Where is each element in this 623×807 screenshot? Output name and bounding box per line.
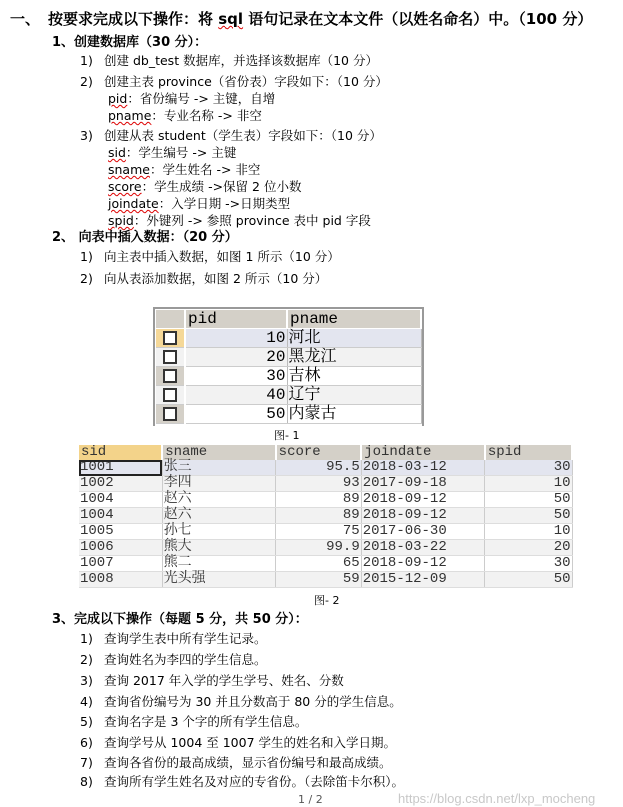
table-row [79,460,572,476]
field-desc: ：学生成绩 ->保留 2 位小数 [141,179,302,194]
sid-cell[interactable]: 1002 [79,476,162,492]
field-desc: ：学生编号 -> 主键 [125,145,237,160]
table-row [79,524,572,540]
sid-cell[interactable]: 1001 [79,460,162,476]
pid-cell[interactable]: 40 [185,386,287,405]
item-number: 1) [80,249,93,264]
row-selector-header [156,310,186,329]
sid-cell[interactable]: 1004 [79,508,162,524]
sname-cell[interactable]: 熊大 [162,540,275,556]
watermark: https://blog.csdn.net/lxp_mocheng [398,791,596,806]
spid-cell[interactable]: 50 [485,508,572,524]
item-text: 创建 db_test 数据库，并选择该数据库（10 分） [104,53,378,68]
item-text: 向从表添加数据，如图 2 所示（10 分） [104,271,328,286]
item-text: 查询姓名为李四的学生信息。 [104,652,267,667]
score-cell[interactable]: 65 [276,556,362,572]
joindate-cell[interactable]: 2018-03-12 [361,460,485,476]
item-text: 查询 2017 年入学的学生学号、姓名、分数 [104,673,344,688]
column-header[interactable]: sname [162,445,275,460]
item-number: 4) [80,694,93,709]
field-line [108,214,371,228]
sname-cell[interactable]: 李四 [162,476,275,492]
column-header[interactable]: spid [485,445,572,460]
title-prefix: 一、 [10,10,41,28]
score-cell[interactable]: 93 [276,476,362,492]
sname-cell[interactable]: 光头强 [162,572,275,588]
row-selector[interactable] [156,405,186,424]
field-line [108,197,290,211]
checkbox-icon [163,331,177,345]
score-cell[interactable]: 95.5 [276,460,362,476]
field-name: spid [108,213,134,228]
item-number: 1) [80,53,93,68]
spid-cell[interactable]: 30 [485,460,572,476]
item-text: 查询各省份的最高成绩，显示省份编号和最高成绩。 [104,755,392,770]
student-table-figure [79,445,573,590]
table-row [156,348,422,367]
field-line [108,146,236,160]
item-text: 查询学号从 1004 至 1007 学生的姓名和入学日期。 [104,735,397,750]
row-selector[interactable] [156,386,186,405]
field-line [108,92,275,106]
sname-cell[interactable]: 张三 [162,460,275,476]
checkbox-icon [163,369,177,383]
item-text: 查询所有学生姓名及对应的专省份。（去除笛卡尔积）。 [104,774,405,789]
pname-cell[interactable]: 黑龙江 [287,348,421,367]
field-line [108,163,260,177]
row-selector[interactable] [156,329,186,348]
spid-cell[interactable]: 20 [485,540,572,556]
table-row [156,386,422,405]
sname-cell[interactable]: 熊二 [162,556,275,572]
table-row [156,405,422,424]
spid-cell[interactable]: 10 [485,524,572,540]
score-cell[interactable]: 59 [276,572,362,588]
title-text-end: 语句记录在文本文件（以姓名命名）中。（100 分） [243,10,593,28]
item-number: 2) [80,271,93,286]
table-row [79,508,572,524]
field-name: joindate [108,196,159,211]
joindate-cell[interactable]: 2018-09-12 [361,508,485,524]
item-number: 5) [80,714,93,729]
field-desc: ：入学日期 ->日期类型 [158,196,291,211]
item-text: 查询名字是 3 个字的所有学生信息。 [104,714,308,729]
checkbox-icon [163,388,177,402]
column-header[interactable]: sid [79,445,162,460]
pname-cell[interactable]: 辽宁 [287,386,421,405]
spid-cell[interactable]: 30 [485,556,572,572]
figure1-caption: 图- 1 [274,429,300,442]
page-number: 1 / 2 [298,793,323,806]
field-line [108,109,262,123]
figure2-caption: 图- 2 [314,594,340,607]
sname-cell[interactable]: 赵六 [162,492,275,508]
item-number: 8) [80,774,93,789]
field-name: pname [108,108,152,123]
title-text: 按要求完成以下操作：将 [48,10,219,28]
item-text: 查询学生表中所有学生记录。 [104,631,267,646]
pname-cell[interactable]: 内蒙古 [287,405,421,424]
pname-cell[interactable]: 河北 [287,329,421,348]
field-name: sname [108,162,150,177]
sid-cell[interactable]: 1005 [79,524,162,540]
column-header[interactable]: joindate [361,445,485,460]
spid-cell[interactable]: 50 [485,492,572,508]
item-text: 查询省份编号为 30 并且分数高于 80 分的学生信息。 [104,694,402,709]
pid-cell[interactable]: 10 [185,329,287,348]
joindate-cell[interactable]: 2018-03-22 [361,540,485,556]
table-row [79,540,572,556]
joindate-cell[interactable]: 2018-09-12 [361,556,485,572]
section2-heading: 2、 向表中插入数据：（20 分） [52,230,238,245]
item-number: 3) [80,673,93,688]
score-cell[interactable]: 99.9 [276,540,362,556]
item-number: 2) [80,74,93,89]
item-number: 1) [80,631,93,646]
sid-cell[interactable]: 1007 [79,556,162,572]
joindate-cell[interactable]: 2015-12-09 [361,572,485,588]
joindate-cell[interactable]: 2018-09-12 [361,492,485,508]
score-cell[interactable]: 89 [276,492,362,508]
field-name: score [108,179,142,194]
item-number: 7) [80,755,93,770]
sid-cell[interactable]: 1008 [79,572,162,588]
field-name: sid [108,145,126,160]
checkbox-icon [163,407,177,421]
joindate-cell[interactable]: 2017-06-30 [361,524,485,540]
pid-cell[interactable]: 30 [185,367,287,386]
item-text: 向主表中插入数据，如图 1 所示（10 分） [104,249,340,264]
item-text: 创建主表 province（省份表）字段如下：（10 分） [104,74,388,89]
checkbox-icon [163,350,177,364]
province-table-figure [153,307,424,426]
item-number: 2) [80,652,93,667]
row-selector[interactable] [156,367,186,386]
pname-cell[interactable]: 吉林 [287,367,421,386]
item-number: 6) [80,735,93,750]
joindate-cell[interactable]: 2017-09-18 [361,476,485,492]
table-row [156,329,422,348]
column-header[interactable]: pname [287,310,421,329]
column-header[interactable]: pid [185,310,287,329]
sname-cell[interactable]: 赵六 [162,508,275,524]
title-sql: sql [218,10,244,28]
section3-heading: 3、完成以下操作（每题 5 分，共 50 分）： [52,612,308,627]
table-row [79,572,572,588]
section1-heading: 1、创建数据库（30 分）： [52,35,208,50]
sid-cell[interactable]: 1004 [79,492,162,508]
score-cell[interactable]: 89 [276,508,362,524]
pid-cell[interactable]: 20 [185,348,287,367]
table-row [79,476,572,492]
sname-cell[interactable]: 孙七 [162,524,275,540]
field-desc: ：省份编号 -> 主键，自增 [127,91,276,106]
spid-cell[interactable]: 10 [485,476,572,492]
table-row [156,367,422,386]
item-number: 3) [80,128,93,143]
field-desc: ：学生姓名 -> 非空 [149,162,261,177]
sid-cell[interactable]: 1006 [79,540,162,556]
field-desc: ：外键列 -> 参照 province 表中 pid 字段 [133,213,371,228]
main-title [10,10,592,28]
row-selector[interactable] [156,348,186,367]
pid-cell[interactable]: 50 [185,405,287,424]
score-cell[interactable]: 75 [276,524,362,540]
field-line [108,180,301,194]
spid-cell[interactable]: 50 [485,572,572,588]
table-row [79,492,572,508]
field-name: pid [108,91,128,106]
item-text: 创建从表 student（学生表）字段如下：（10 分） [104,128,382,143]
field-desc: ：专业名称 -> 非空 [151,108,262,123]
table-row [79,556,572,572]
column-header[interactable]: score [276,445,362,460]
